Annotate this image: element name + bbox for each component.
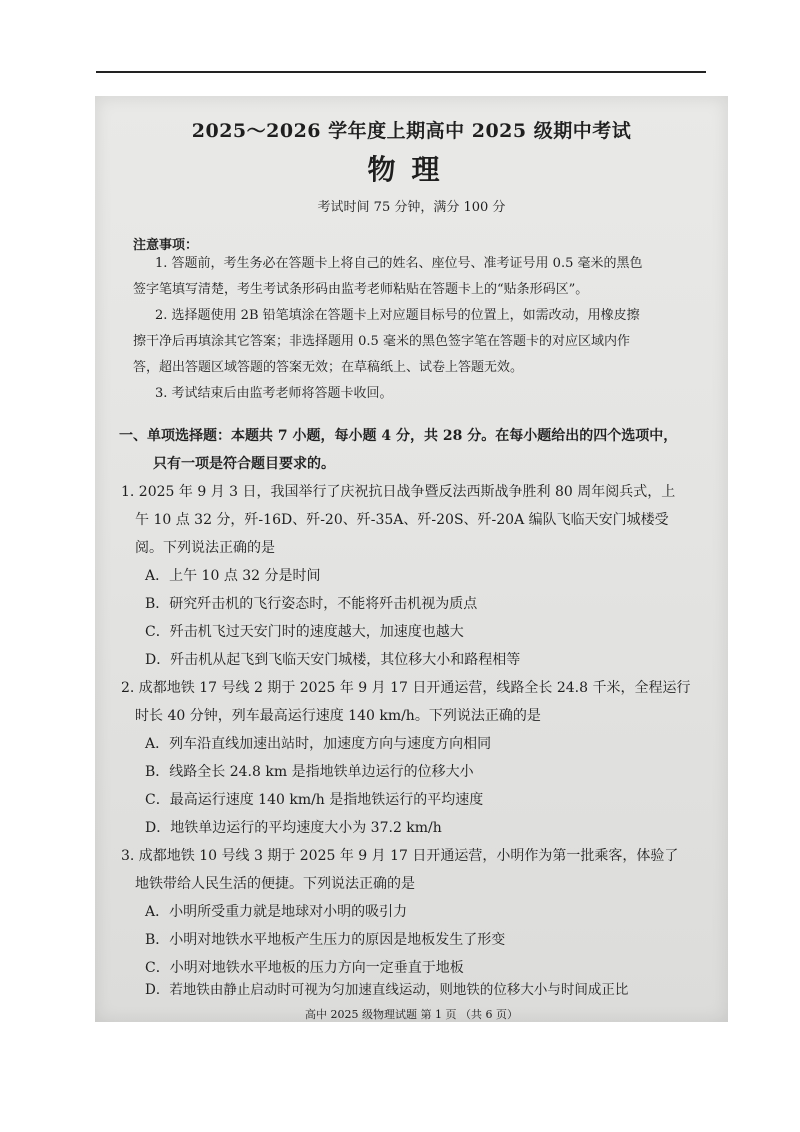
notes-heading: 注意事项： [133,238,199,253]
question-1-option-d: D．歼击机从起飞到飞临天安门城楼，其位移大小和路程相等 [145,652,521,668]
page-footer: 高中 2025 级物理试题 第 1 页 （共 6 页） [305,1008,518,1021]
question-2-stem: 2. 成都地铁 17 号线 2 期于 2025 年 9 月 17 日开通运营，线路全长 24.8 千米，全程运行 [121,680,691,696]
exam-paper [95,96,728,1022]
question-3-stem: 地铁带给人民生活的便捷。下列说法正确的是 [135,876,415,892]
note-line: 3. 考试结束后由监考老师将答题卡收回。 [155,386,393,401]
section-heading-cont: 只有一项是符合题目要求的。 [153,456,335,472]
note-line: 擦干净后再填涂其它答案；非选择题用 0.5 毫米的黑色签字笔在答题卡的对应区域内作 [133,334,630,349]
note-line: 签字笔填写清楚，考生考试条形码由监考老师粘贴在答题卡上的“贴条形码区”。 [133,282,589,297]
question-2-option-a: A．列车沿直线加速出站时，加速度方向与速度方向相同 [145,736,492,752]
question-3-option-d: D．若地铁由静止启动时可视为匀加速直线运动，则地铁的位移大小与时间成正比 [145,982,629,998]
question-3-option-a: A．小明所受重力就是地球对小明的吸引力 [145,904,408,920]
question-1-stem: 午 10 点 32 分，歼-16D、歼-20、歼-35A、歼-20S、歼-20A 编队飞临天安门城楼受 [135,512,669,528]
question-2-option-b: B．线路全长 24.8 km 是指地铁单边运行的位移大小 [145,764,474,780]
section-heading: 一、单项选择题：本题共 7 小题，每小题 4 分，共 28 分。在每小题给出的四个选项中， [119,428,678,444]
exam-time-note: 考试时间 75 分钟，满分 100 分 [317,200,506,215]
question-1-stem: 1. 2025 年 9 月 3 日，我国举行了庆祝抗日战争暨反法西斯战争胜利 80 周年阅兵式，上 [121,484,676,500]
question-1-option-a: A．上午 10 点 32 分是时间 [145,568,321,584]
note-line: 2. 选择题使用 2B 铅笔填涂在答题卡上对应题目标号的位置上，如需改动，用橡皮擦 [155,308,640,323]
note-line: 1. 答题前，考生务必在答题卡上将自己的姓名、座位号、准考证号用 0.5 毫米的黑色 [155,256,643,271]
note-line: 答，超出答题区域答题的答案无效；在草稿纸上、试卷上答题无效。 [133,360,524,375]
question-3-option-c: C．小明对地铁水平地板的压力方向一定垂直于地板 [145,960,464,976]
top-rule [96,71,706,73]
question-1-option-c: C．歼击机飞过天安门时的速度越大，加速度也越大 [145,624,464,640]
question-1-stem: 阅。下列说法正确的是 [135,540,275,556]
question-2-option-c: C．最高运行速度 140 km/h 是指地铁运行的平均速度 [145,792,484,808]
subject-title: 物理 [367,153,456,186]
question-3-stem: 3. 成都地铁 10 号线 3 期于 2025 年 9 月 17 日开通运营，小明作为第一批乘客，体验了 [121,848,679,864]
question-2-option-d: D．地铁单边运行的平均速度大小为 37.2 km/h [145,820,442,836]
question-3-option-b: B．小明对地铁水平地板产生压力的原因是地板发生了形变 [145,932,506,948]
question-2-stem: 时长 40 分钟，列车最高运行速度 140 km/h。下列说法正确的是 [135,708,541,724]
exam-title: 2025～2026 学年度上期高中 2025 级期中考试 [191,120,632,142]
question-1-option-b: B．研究歼击机的飞行姿态时，不能将歼击机视为质点 [145,596,478,612]
